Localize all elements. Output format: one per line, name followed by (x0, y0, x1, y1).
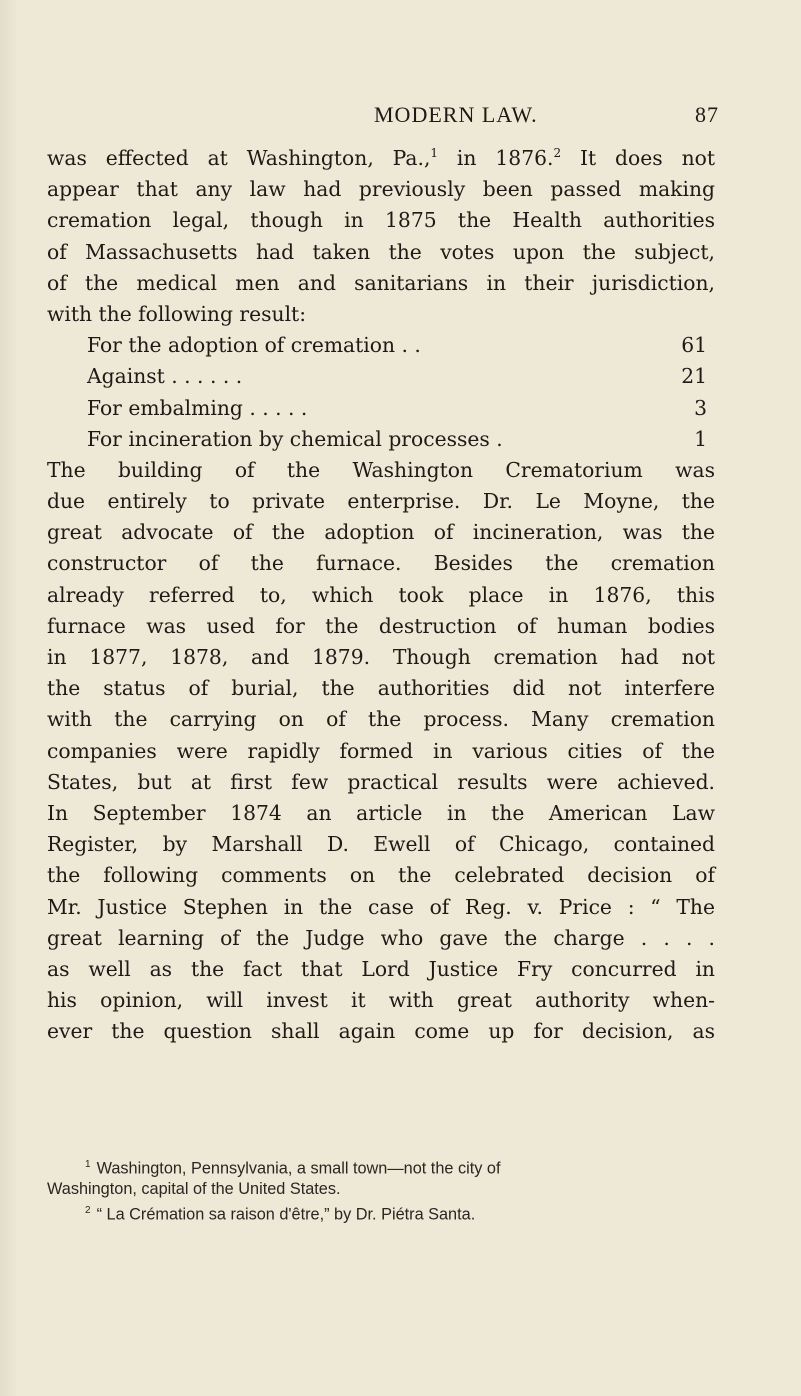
text-line: of the medical men and sanitarians in their jurisdiction, (47, 270, 715, 295)
text-line: furnace was used for the destruction of human bodies (47, 613, 715, 638)
text-line: with the carrying on of the process. Many cremation (47, 707, 715, 732)
vote-label: For embalming . . . . . (87, 395, 308, 420)
vote-count: 21 (681, 364, 707, 389)
vote-table (47, 330, 715, 455)
text-line: In September 1874 an article in the American Law (47, 800, 715, 825)
text-line: companies were rapidly formed in various cities of the (47, 738, 715, 763)
running-title: MODERN LAW. (374, 102, 538, 127)
text-line: Register, by Marshall D. Ewell of Chicago, contained (47, 832, 715, 857)
text-line: The building of the Washington Crematorium was (47, 457, 715, 482)
vote-label: Against . . . . . . (87, 364, 243, 389)
vote-label: For incineration by chemical processes . (87, 426, 503, 451)
text-line: in 1877, 1878, and 1879. Though cremation had not (47, 645, 715, 669)
vote-count: 3 (694, 395, 707, 420)
footnote: $^2$ “ La Crémation sa raison d'être,” by Dr. Piétra Santa. (85, 1205, 476, 1224)
footnote-mark: 1 (85, 1159, 91, 1170)
vote-count: 1 (694, 426, 707, 451)
text-line: States, but at first few practical results were achieved. (47, 769, 715, 794)
footnote-ref: 1 (430, 146, 439, 161)
body-text (47, 143, 715, 1047)
vote-count: 61 (681, 333, 707, 358)
text-line: his opinion, will invest it with great authority when- (47, 988, 715, 1013)
text-line: as well as the fact that Lord Justice Fry concurred in (47, 956, 715, 981)
vote-label: For the adoption of cremation . . (87, 333, 421, 358)
text-line: with the following result: (47, 301, 307, 326)
vote-row (47, 330, 715, 361)
binding-gutter (0, 0, 18, 1396)
footnote-mark: 2 (85, 1205, 91, 1217)
running-head (0, 102, 801, 132)
text-line: due entirely to private enterprise. Dr. Le Moyne, the (47, 489, 715, 514)
text-line: was effected at Washington, Pa.,$^1$ in 1876.$^2$ It does not (47, 146, 715, 170)
vote-row (47, 424, 715, 455)
footnotes (47, 1154, 715, 1226)
text-line: the status of burial, the authorities did not interfere (47, 676, 715, 701)
vote-row (47, 361, 715, 392)
text-line: of Massachusetts had taken the votes upon the subject, (47, 239, 715, 264)
text-line: ever the question shall again come up for decision, as (47, 1019, 715, 1044)
footnote-continuation: Washington, capital of the United States. (47, 1180, 341, 1199)
text-line: great advocate of the adoption of incineration, was the (47, 520, 715, 545)
text-line: constructor of the furnace. Besides the cremation (47, 551, 715, 576)
text-line: appear that any law had previously been passed making (47, 177, 715, 202)
text-line: the following comments on the celebrated decision of (47, 863, 715, 888)
footnote: $^1$ Washington, Pennsylvania, a small town—not the city of (85, 1159, 501, 1178)
text-line: already referred to, which took place in 1876, this (47, 582, 715, 607)
page-number: 87 (695, 102, 719, 127)
vote-row (47, 393, 715, 424)
text-line: Mr. Justice Stephen in the case of Reg. v. Price : “ The (47, 894, 715, 919)
text-line: cremation legal, though in 1875 the Health authorities (47, 208, 715, 233)
text-line: great learning of the Judge who gave the charge . . . . (47, 925, 715, 950)
footnote-ref: 2 (553, 146, 562, 161)
